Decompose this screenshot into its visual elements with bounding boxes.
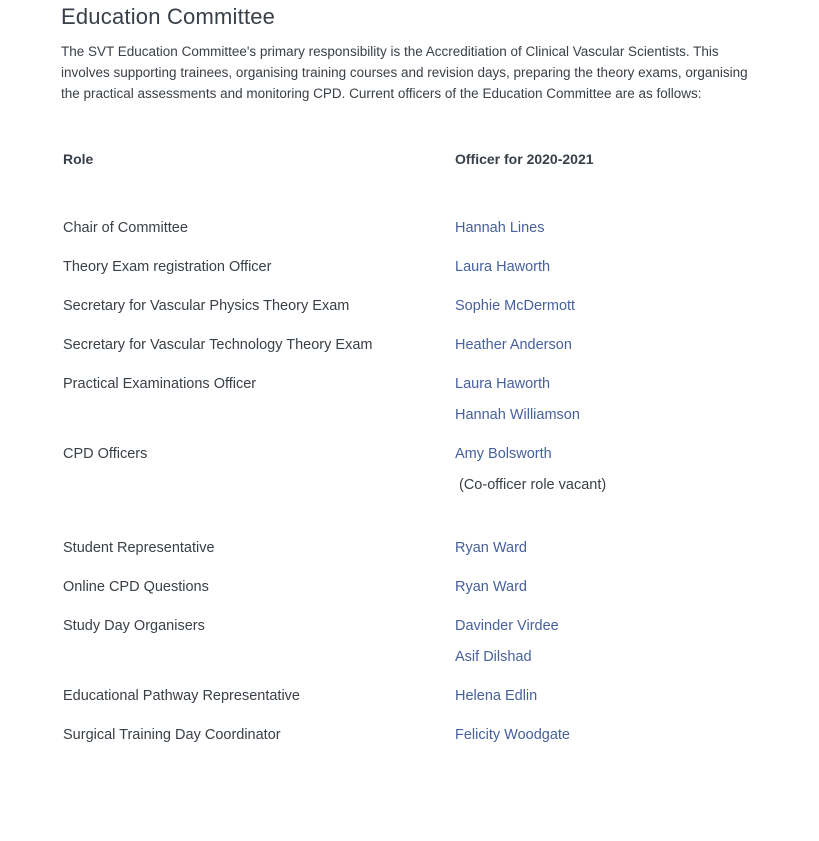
intro-paragraph — [61, 41, 819, 104]
page-title: Education Committee — [61, 4, 276, 29]
table-row — [61, 218, 819, 249]
officer-cell — [455, 538, 819, 569]
vacancy-note: (Co-officer role vacant) — [459, 477, 607, 493]
officer-link[interactable]: Helena Edlin — [455, 688, 538, 704]
officer-link[interactable]: Laura Haworth — [455, 376, 551, 392]
table-row — [61, 296, 819, 327]
table-body — [61, 218, 819, 756]
role-label: Educational Pathway Representative — [63, 688, 300, 704]
role-label: CPD Officers — [63, 446, 148, 462]
intro-line: the practical assessments and monitoring CPD. Current officers of the Education Committee are as follows: — [61, 86, 702, 101]
table-row — [61, 686, 819, 717]
role-column-header: Role — [63, 151, 94, 167]
table-row — [61, 444, 819, 506]
officer-column-header: Officer for 2020-2021 — [455, 151, 594, 167]
officer-link[interactable]: Asif Dilshad — [455, 649, 532, 665]
officer-link[interactable]: Ryan Ward — [455, 540, 527, 556]
role-label: Online CPD Questions — [63, 579, 209, 595]
officer-cell — [455, 374, 819, 436]
table-row — [61, 725, 819, 756]
officer-cell — [455, 335, 819, 366]
table-header-row — [61, 149, 819, 169]
officer-link[interactable]: Hannah Lines — [455, 220, 545, 236]
role-label: Secretary for Vascular Physics Theory Exam — [63, 298, 350, 314]
officer-link[interactable]: Hannah Williamson — [455, 407, 580, 423]
officer-link[interactable]: Ryan Ward — [455, 579, 527, 595]
role-label: Chair of Committee — [63, 220, 188, 236]
officer-cell — [455, 296, 819, 327]
officer-cell — [455, 577, 819, 608]
officer-link[interactable]: Amy Bolsworth — [455, 446, 552, 462]
officer-cell — [455, 444, 819, 506]
officer-link[interactable]: Felicity Woodgate — [455, 727, 570, 743]
officer-link[interactable]: Heather Anderson — [455, 337, 572, 353]
role-label: Secretary for Vascular Technology Theory Exam — [63, 337, 373, 353]
table-row — [61, 538, 819, 569]
role-label: Surgical Training Day Coordinator — [63, 727, 281, 743]
intro-line: involves supporting trainees, organising training courses and revision days, preparing the theory exams, organising — [61, 65, 748, 80]
officer-cell — [455, 218, 819, 249]
officer-cell — [455, 725, 819, 756]
table-row — [61, 374, 819, 436]
role-label: Practical Examinations Officer — [63, 376, 257, 392]
officer-link[interactable]: Sophie McDermott — [455, 298, 576, 314]
officers-table — [61, 149, 819, 756]
role-label: Student Representative — [63, 540, 215, 556]
role-label: Theory Exam registration Officer — [63, 259, 272, 275]
role-label: Study Day Organisers — [63, 618, 205, 634]
intro-line: The SVT Education Committee's primary responsibility is the Accreditiation of Clinical Vascular Scientists. This — [61, 44, 719, 59]
officer-link[interactable]: Laura Haworth — [455, 259, 551, 275]
table-row — [61, 616, 819, 678]
officer-cell — [455, 257, 819, 288]
officer-cell — [455, 616, 819, 678]
officer-cell — [455, 686, 819, 717]
table-row — [61, 335, 819, 366]
table-row — [61, 577, 819, 608]
officer-link[interactable]: Davinder Virdee — [455, 618, 559, 634]
table-row — [61, 257, 819, 288]
